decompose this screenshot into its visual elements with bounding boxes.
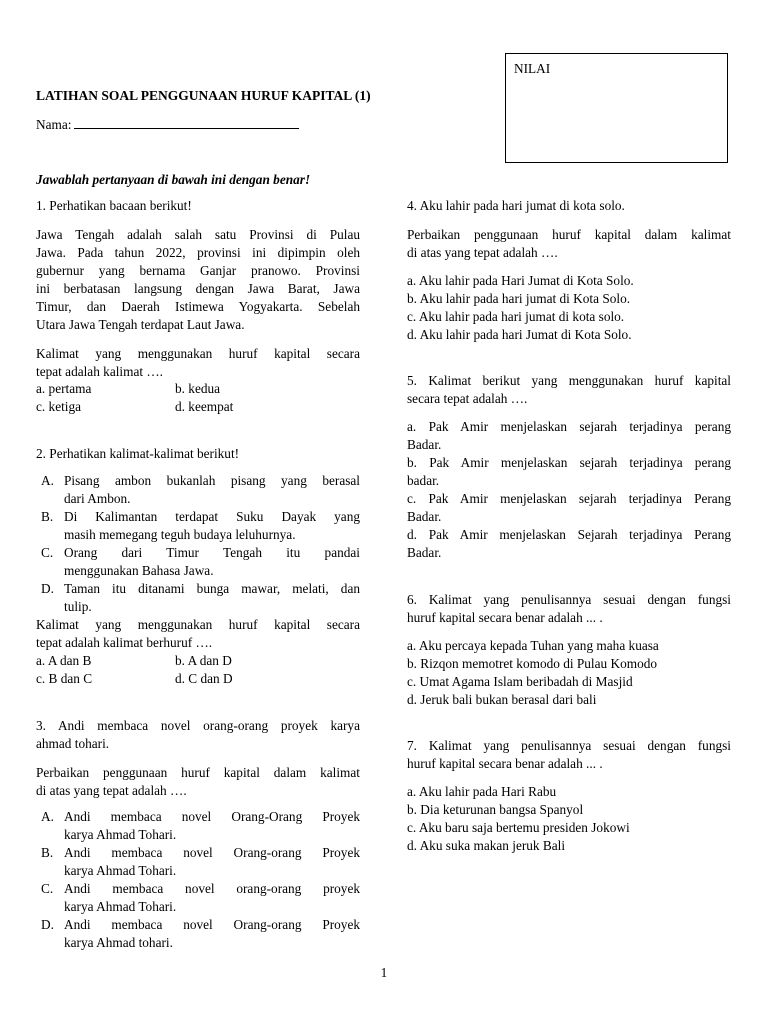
q5-option-line: Badar.: [407, 545, 442, 560]
q2-question-line: Kalimat yang menggunakan huruf kapital secara: [36, 617, 360, 632]
q4-option-d[interactable]: d. Aku lahir pada hari Jumat di Kota Solo.: [407, 327, 632, 342]
q2-statement: [36, 508, 360, 544]
q3-option-c[interactable]: [36, 880, 360, 916]
q6-option-d[interactable]: d. Jeruk bali bukan berasal dari bali: [407, 692, 597, 707]
q3-option-line: karya Ahmad tohari.: [64, 935, 173, 950]
q3-option-line: Andi membaca novel Orang-orang Proyek: [64, 917, 360, 932]
q1-option-a[interactable]: a. pertama: [36, 381, 92, 396]
q2-statements: [36, 472, 360, 688]
q7-prompt: [407, 737, 731, 773]
q5-option-line: badar.: [407, 473, 440, 488]
name-label: Nama:: [36, 117, 72, 132]
q1-option-d[interactable]: d. keempat: [175, 399, 234, 414]
q3-option-line: karya Ahmad Tohari.: [64, 827, 177, 842]
q3-prompt-line: 3. Andi membaca novel orang-orang proyek karya: [36, 718, 360, 733]
q5-option-line: b. Pak Amir menjelaskan sejarah terjadinya perang: [407, 455, 731, 470]
q3-question-line: Perbaikan penggunaan huruf kapital dalam kalimat: [36, 765, 360, 780]
q7-options: [407, 783, 731, 855]
q4-options: [407, 272, 731, 344]
q1-question: [36, 345, 360, 381]
q2-option-c[interactable]: c. B dan C: [36, 671, 93, 686]
q2-statement-line: menggunakan Bahasa Jawa.: [64, 563, 214, 578]
q3-option-b[interactable]: [36, 844, 360, 880]
q2-statement-line: masih memegang teguh budaya leluhurnya.: [64, 527, 296, 542]
q2-prompt: 2. Perhatikan kalimat-kalimat berikut!: [36, 446, 240, 461]
q2-statement-mark: C.: [41, 545, 54, 560]
q7-prompt-line: huruf kapital secara benar adalah ... .: [407, 756, 603, 771]
q3-option-line: karya Ahmad Tohari.: [64, 863, 177, 878]
q1-options: [36, 380, 360, 416]
q5-option-a[interactable]: [407, 418, 731, 454]
q5-option-line: Badar.: [407, 509, 442, 524]
q4-option-a[interactable]: a. Aku lahir pada Hari Jumat di Kota Solo.: [407, 273, 634, 288]
q6-options: [407, 637, 731, 709]
q2-statement: [36, 544, 360, 580]
q2-statement-mark: B.: [41, 509, 54, 524]
q2-statement: [36, 472, 360, 508]
q3-options: [36, 808, 360, 952]
q2-statement-line: Di Kalimantan terdapat Suku Dayak yang: [64, 509, 360, 524]
q5-options: [407, 418, 731, 562]
q1-question-line: tepat adalah kalimat ….: [36, 364, 164, 379]
q5-option-d[interactable]: [407, 526, 731, 562]
score-label: NILAI: [514, 61, 551, 76]
q1-passage-line: Utara Jawa Tengah terdapat Laut Jawa.: [36, 317, 245, 332]
q5-prompt-line: 5. Kalimat berikut yang menggunakan huruf kapital: [407, 373, 731, 388]
q1-passage: [36, 226, 360, 334]
q1-question-line: Kalimat yang menggunakan huruf kapital secara: [36, 346, 360, 361]
q2-statement-line: Pisang ambon bukanlah pisang yang berasal: [64, 473, 360, 488]
q6-prompt-line: huruf kapital secara benar adalah ... .: [407, 610, 603, 625]
q5-option-line: Badar.: [407, 437, 442, 452]
q1-option-b[interactable]: b. kedua: [175, 381, 221, 396]
q7-option-a[interactable]: a. Aku lahir pada Hari Rabu: [407, 784, 557, 799]
q5-option-line: d. Pak Amir menjelaskan Sejarah terjadinya Perang: [407, 527, 731, 542]
q5-prompt: [407, 372, 731, 408]
q2-option-b[interactable]: b. A dan D: [175, 653, 232, 668]
worksheet-title: LATIHAN SOAL PENGGUNAAN HURUF KAPITAL (1): [36, 88, 371, 103]
q3-option-line: Andi membaca novel Orang-Orang Proyek: [64, 809, 360, 824]
q3-option-mark: A.: [41, 809, 54, 824]
q2-question-line: tepat adalah kalimat berhuruf ….: [36, 635, 213, 650]
q1-passage-line: Jawa. Pada tahun 2022, provinsi ini dipimpin oleh: [36, 245, 360, 260]
instruction: Jawablah pertanyaan di bawah ini dengan benar!: [36, 172, 311, 187]
q1-passage-line: Jawa Tengah adalah salah satu Provinsi di Pulau: [36, 227, 360, 242]
q3-option-line: Andi membaca novel Orang-orang Proyek: [64, 845, 360, 860]
q2-statement-line: dari Ambon.: [64, 491, 131, 506]
q5-prompt-line: secara tepat adalah ….: [407, 391, 528, 406]
q3-question-line: di atas yang tepat adalah ….: [36, 783, 187, 798]
q4-question: [407, 226, 731, 262]
page-number: 1: [380, 965, 388, 980]
q4-option-c[interactable]: c. Aku lahir pada hari jumat di kota solo.: [407, 309, 625, 324]
q6-prompt: [407, 591, 731, 627]
q2-option-a[interactable]: a. A dan B: [36, 653, 92, 668]
q7-option-d[interactable]: d. Aku suka makan jeruk Bali: [407, 838, 566, 853]
q3-option-a[interactable]: [36, 808, 360, 844]
score-box: [505, 53, 728, 163]
q2-statement-line: Taman itu ditanami bunga mawar, melati, dan: [64, 581, 360, 596]
q1-passage-line: ini berbatasan langsung dengan Jawa Barat, Jawa: [36, 281, 360, 296]
q5-option-line: a. Pak Amir menjelaskan sejarah terjadinya perang: [407, 419, 731, 434]
q1-prompt: 1. Perhatikan bacaan berikut!: [36, 198, 192, 213]
q4-question-line: Perbaikan penggunaan huruf kapital dalam kalimat: [407, 227, 731, 242]
q2-statement-mark: A.: [41, 473, 54, 488]
q3-option-mark: C.: [41, 881, 54, 896]
q4-option-b[interactable]: b. Aku lahir pada hari jumat di Kota Solo.: [407, 291, 631, 306]
q6-option-b[interactable]: b. Rizqon memotret komodo di Pulau Komodo: [407, 656, 658, 671]
q5-option-line: c. Pak Amir menjelaskan sejarah terjadinya Perang: [407, 491, 731, 506]
q2-statement: [36, 580, 360, 616]
q3-option-mark: D.: [41, 917, 54, 932]
q3-option-mark: B.: [41, 845, 54, 860]
q6-option-c[interactable]: c. Umat Agama Islam beribadah di Masjid: [407, 674, 633, 689]
q3-prompt-line: ahmad tohari.: [36, 736, 110, 751]
q1-passage-line: Timur, dan Daerah Istimewa Yogyakarta. Sebelah: [36, 299, 360, 314]
q2-statement-mark: D.: [41, 581, 54, 596]
q2-option-d[interactable]: d. C dan D: [175, 671, 233, 686]
q1-passage-line: gubernur yang bernama Ganjar pranowo. Provinsi: [36, 263, 360, 278]
q3-prompt: [36, 717, 360, 753]
q7-option-b[interactable]: b. Dia keturunan bangsa Spanyol: [407, 802, 584, 817]
q6-option-a[interactable]: a. Aku percaya kepada Tuhan yang maha kuasa: [407, 638, 659, 653]
q4-prompt: 4. Aku lahir pada hari jumat di kota solo.: [407, 198, 625, 213]
q7-option-c[interactable]: c. Aku baru saja bertemu presiden Jokowi: [407, 820, 630, 835]
name-blank-line: [74, 116, 299, 129]
q5-option-c[interactable]: [407, 490, 731, 526]
q2-statement-line: Orang dari Timur Tengah itu pandai: [64, 545, 360, 560]
q3-option-line: karya Ahmad Tohari.: [64, 899, 177, 914]
q7-prompt-line: 7. Kalimat yang penulisannya sesuai dengan fungsi: [407, 738, 731, 753]
q3-option-line: Andi membaca novel orang-orang proyek: [64, 881, 360, 896]
q2-statement-line: tulip.: [64, 599, 92, 614]
name-field: [36, 116, 299, 134]
q6-prompt-line: 6. Kalimat yang penulisannya sesuai dengan fungsi: [407, 592, 731, 607]
q1-option-c[interactable]: c. ketiga: [36, 399, 82, 414]
q3-question: [36, 764, 360, 800]
q5-option-b[interactable]: [407, 454, 731, 490]
q3-option-d[interactable]: [36, 916, 360, 952]
q4-question-line: di atas yang tepat adalah ….: [407, 245, 558, 260]
